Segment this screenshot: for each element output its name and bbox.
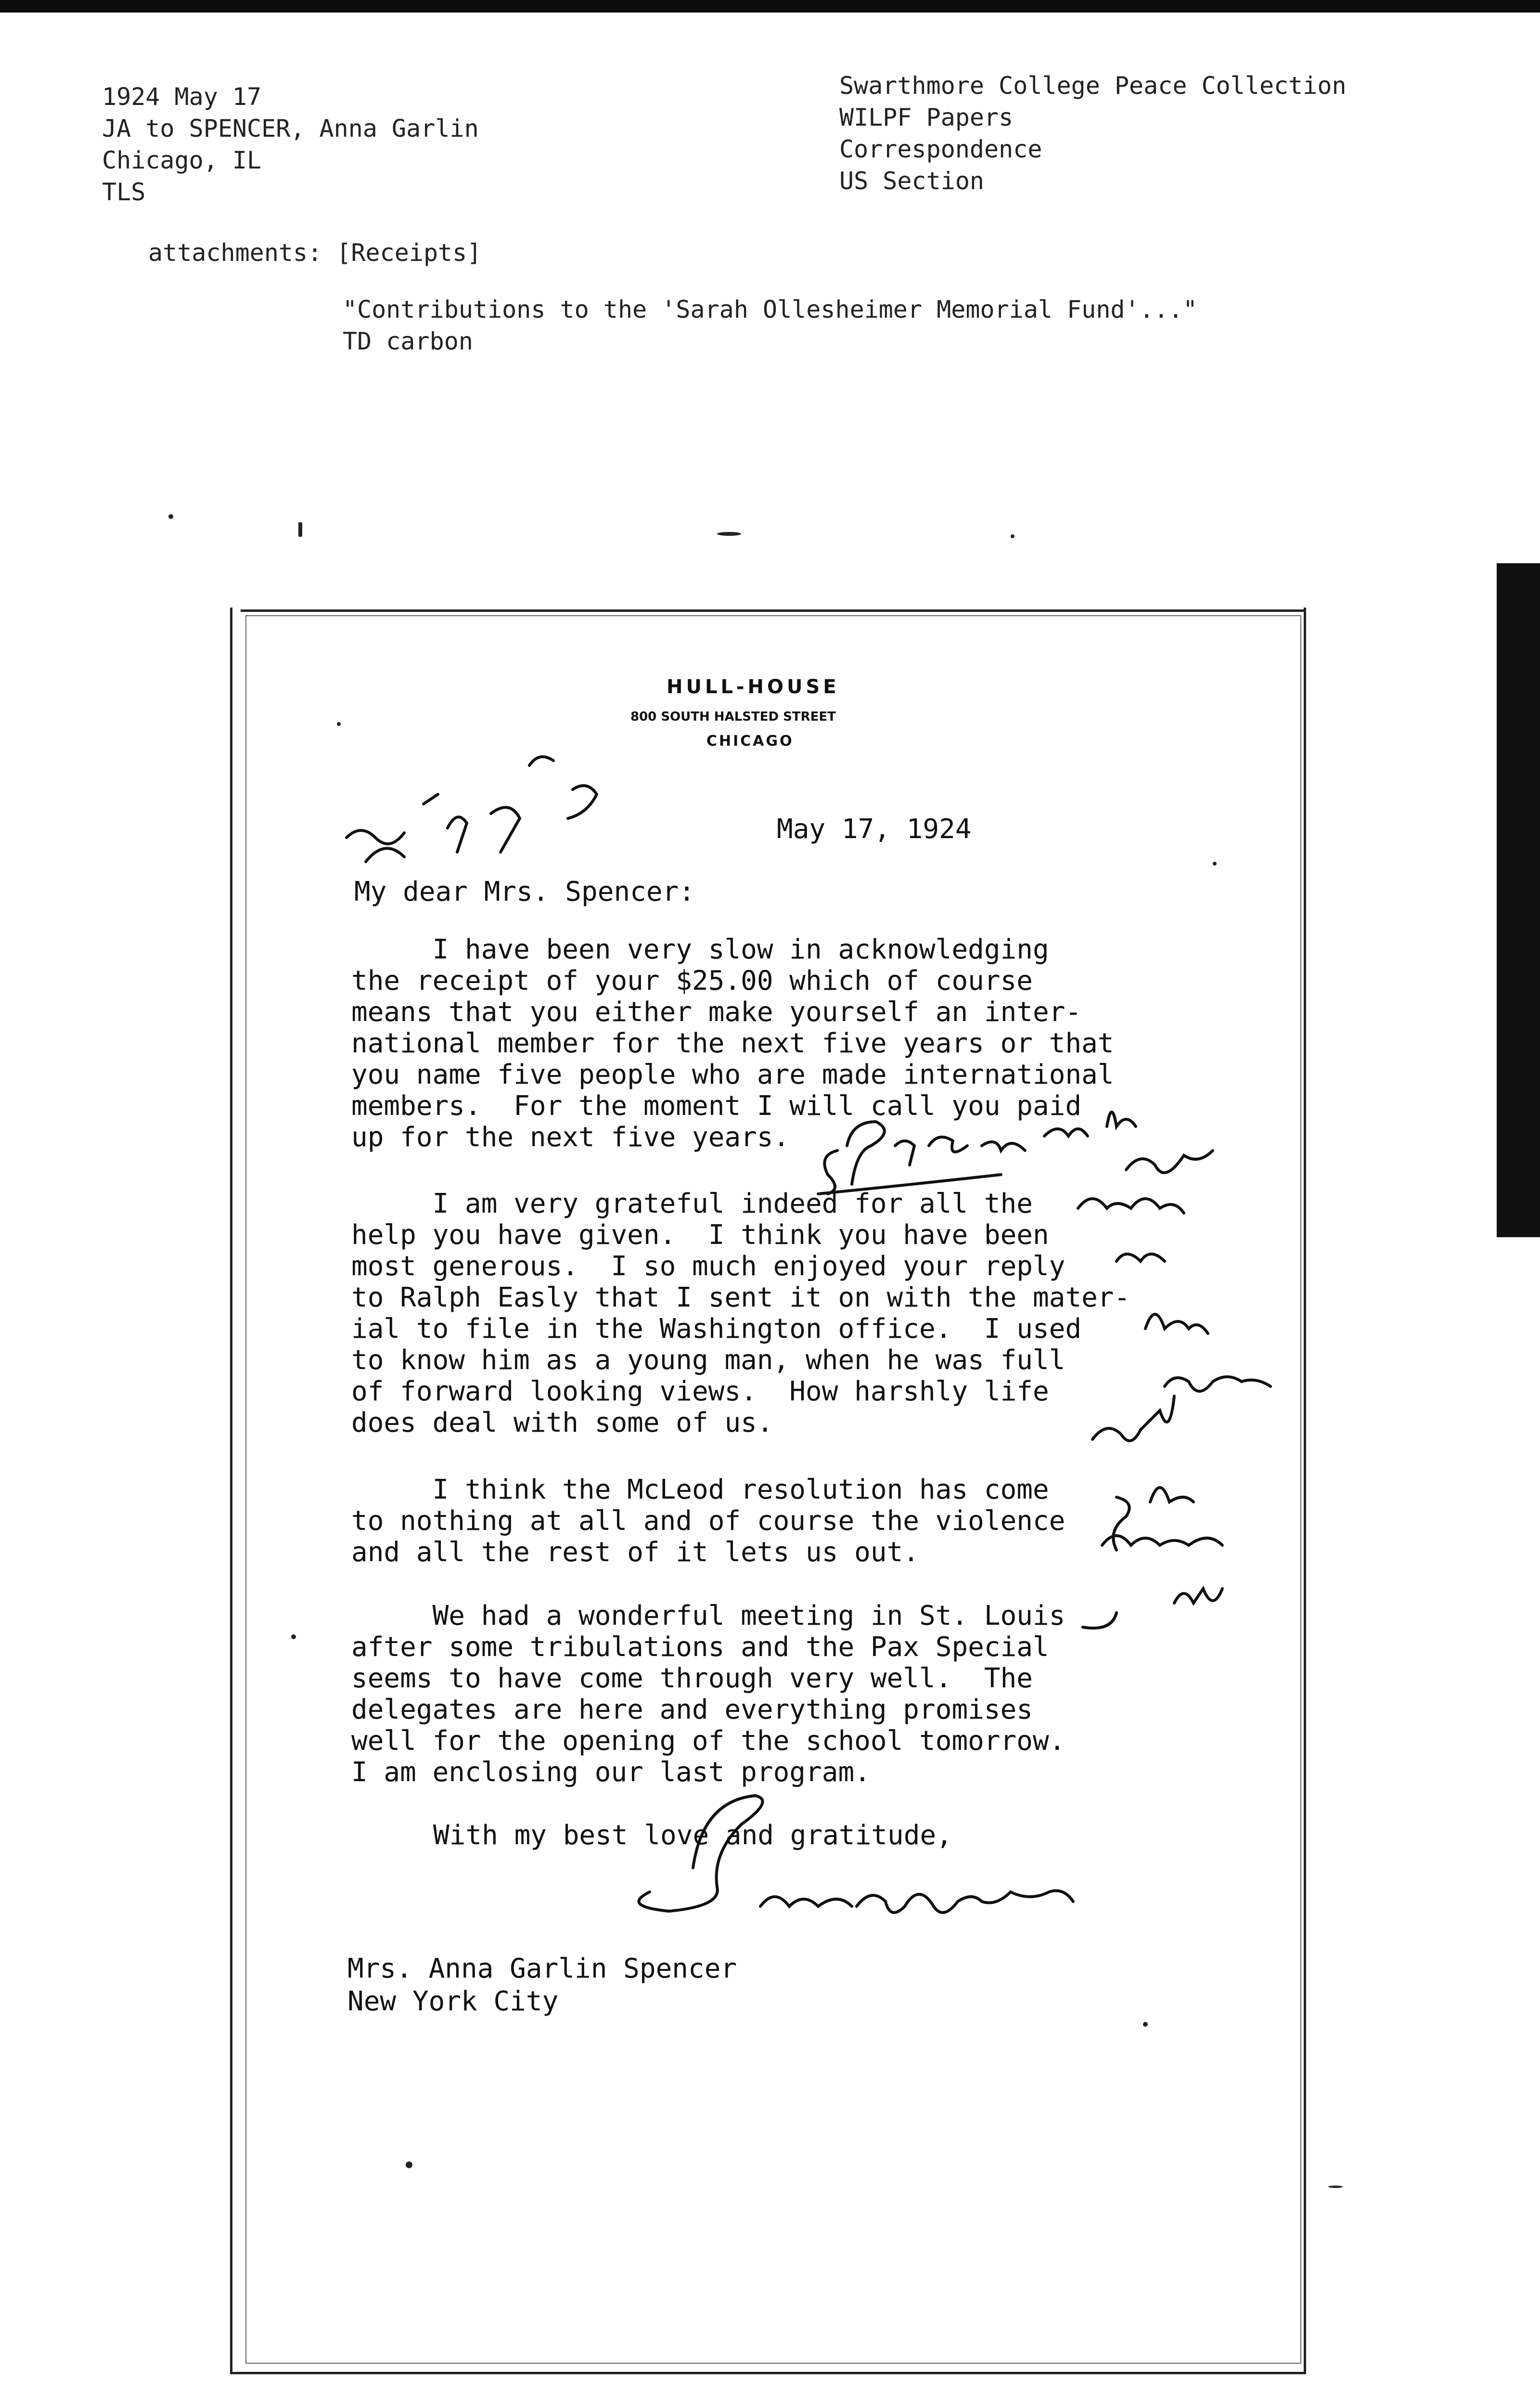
line: We had a wonderful meeting in St. Louis: [351, 1600, 1065, 1631]
cover-papers: WILPF Papers: [839, 104, 1014, 131]
recipient-city: New York City: [347, 1986, 559, 2017]
line: ial to file in the Washington office. I used: [351, 1313, 1082, 1345]
letterhead-city: CHICAGO: [706, 733, 794, 750]
attachments-line: attachments: [Receipts]: [148, 239, 482, 267]
line: up for the next five years.: [351, 1122, 790, 1153]
line: to nothing at all and of course the violence: [351, 1505, 1065, 1537]
line: most generous. I so much enjoyed your reply: [351, 1251, 1065, 1282]
scan-speck: [1213, 862, 1217, 866]
attachment-type: TD carbon: [343, 327, 473, 355]
line: well for the opening of the school tomorrow.: [351, 1725, 1065, 1757]
closing: With my best love and gratitude,: [433, 1820, 952, 1851]
recipient-name: Mrs. Anna Garlin Spencer: [347, 1953, 737, 1984]
line: members. For the moment I will call you paid: [351, 1090, 1082, 1122]
scan-speck: [168, 514, 173, 519]
line: delegates are here and everything promises: [351, 1694, 1033, 1725]
letterhead-name: HULL-HOUSE: [667, 676, 840, 698]
scan-speck: [1328, 2186, 1343, 2188]
attachment-title: "Contributions to the 'Sarah Ollesheimer Memorial Fund'...": [343, 296, 1198, 324]
letterhead-street: 800 SOUTH HALSTED STREET: [630, 710, 836, 724]
line: help you have given. I think you have been: [351, 1219, 1049, 1251]
line: I am very grateful indeed for all the: [351, 1188, 1033, 1219]
scan-speck: [291, 1634, 296, 1639]
scan-speck: [1011, 534, 1014, 538]
line: after some tribulations and the Pax Special: [351, 1631, 1049, 1663]
line: does deal with some of us.: [351, 1407, 773, 1438]
line: to know him as a young man, when he was full: [351, 1345, 1065, 1376]
line: and all the rest of it lets us out.: [351, 1537, 920, 1568]
scan-speck: [717, 532, 741, 536]
cover-doc-type: TLS: [102, 178, 146, 206]
line: to Ralph Easly that I sent it on with the mater-: [351, 1282, 1130, 1313]
margin-bracket: [818, 1151, 1129, 1628]
line: means that you either make yourself an inter-: [351, 996, 1082, 1028]
cover-place: Chicago, IL: [102, 146, 262, 174]
cover-correspondents: JA to SPENCER, Anna Garlin: [102, 115, 479, 142]
cover-series: Correspondence: [839, 135, 1042, 163]
pencil-scribble: [346, 757, 597, 862]
line: seems to have come through very well. The: [351, 1663, 1033, 1694]
signature: [639, 1796, 1074, 1913]
scan-speck: [337, 722, 341, 726]
salutation: My dear Mrs. Spencer:: [354, 876, 695, 907]
letter-date: May 17, 1924: [777, 814, 972, 845]
cover-section: US Section: [839, 167, 985, 195]
line: national member for the next five years or that: [351, 1028, 1114, 1059]
scan-speck: [406, 2161, 412, 2168]
cover-date: 1924 May 17: [102, 83, 262, 111]
scan-speck: [298, 522, 302, 537]
line: of forward looking views. How harshly life: [351, 1376, 1049, 1407]
line: I am enclosing our last program.: [351, 1757, 871, 1788]
line: I think the McLeod resolution has come: [351, 1474, 1049, 1505]
scan-speck: [1497, 563, 1540, 1237]
recipient-block: [347, 1953, 737, 2018]
cover-collection: Swarthmore College Peace Collection: [839, 72, 1347, 100]
line: you name five people who are made international: [351, 1059, 1114, 1090]
line: the receipt of your $25.00 which of course: [351, 965, 1033, 996]
scan-speck: [1143, 2022, 1148, 2027]
line: I have been very slow in acknowledging: [351, 934, 1049, 965]
